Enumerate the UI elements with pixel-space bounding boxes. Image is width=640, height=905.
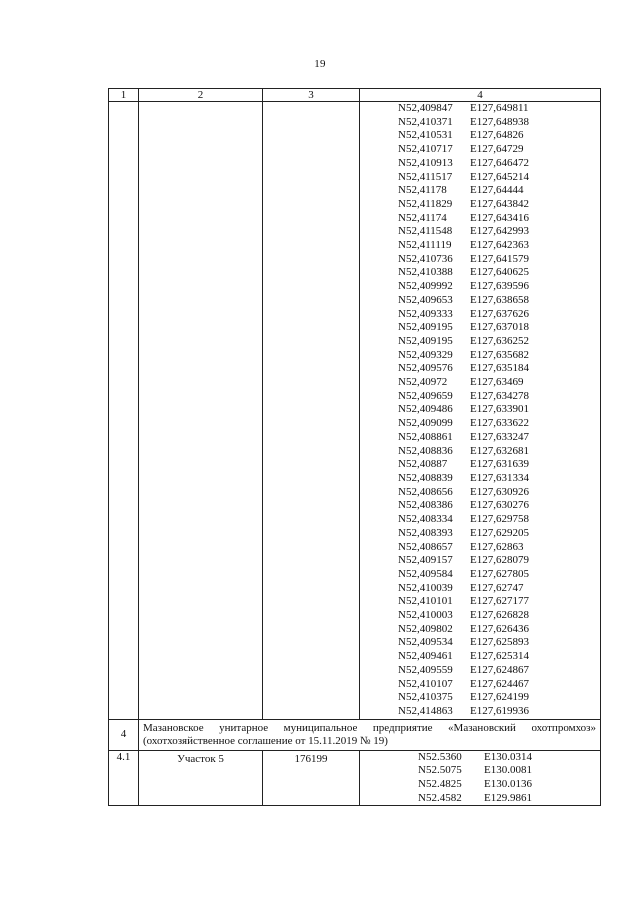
longitude-value: E127,648938 bbox=[470, 115, 529, 128]
coordinate-line bbox=[360, 792, 600, 806]
header-col-2: 2 bbox=[139, 89, 263, 102]
longitude-value: E127,64729 bbox=[470, 143, 524, 156]
longitude-value: E127,629205 bbox=[470, 526, 529, 539]
coordinate-line bbox=[360, 102, 600, 116]
org-row-number: 4 bbox=[109, 719, 139, 750]
longitude-value: E127,634278 bbox=[470, 389, 529, 402]
coordinate-line bbox=[360, 751, 600, 765]
coordinate-line bbox=[360, 280, 600, 294]
org-row bbox=[109, 719, 601, 750]
latitude-value: N52.5360 bbox=[418, 750, 462, 763]
latitude-value: N52,410388 bbox=[398, 266, 453, 279]
longitude-value: E127,624199 bbox=[470, 691, 529, 704]
coordinate-line bbox=[360, 335, 600, 349]
coordinate-line bbox=[360, 390, 600, 404]
page-number: 19 bbox=[314, 58, 326, 70]
longitude-value: E127,646472 bbox=[470, 156, 529, 169]
coordinate-line bbox=[360, 568, 600, 582]
coordinate-line bbox=[360, 417, 600, 431]
latitude-value: N52,409576 bbox=[398, 362, 453, 375]
longitude-value: E129.9861 bbox=[484, 791, 532, 804]
longitude-value: E130.0136 bbox=[484, 778, 532, 791]
coordinate-line bbox=[360, 171, 600, 185]
longitude-value: E127,619936 bbox=[470, 704, 529, 717]
longitude-value: E127,649811 bbox=[470, 102, 529, 114]
latitude-value: N52,409099 bbox=[398, 417, 453, 430]
latitude-value: N52,409847 bbox=[398, 102, 453, 114]
longitude-value: E127,627177 bbox=[470, 595, 529, 608]
latitude-value: N52,409333 bbox=[398, 307, 453, 320]
coordinate-line bbox=[360, 431, 600, 445]
header-col-4: 4 bbox=[360, 89, 601, 102]
longitude-value: E127,645214 bbox=[470, 170, 529, 183]
longitude-value: E127,625314 bbox=[470, 650, 529, 663]
latitude-value: N52,409195 bbox=[398, 334, 453, 347]
coordinate-line bbox=[360, 157, 600, 171]
coordinate-line bbox=[360, 554, 600, 568]
longitude-value: E127,64444 bbox=[470, 184, 524, 197]
longitude-value: E127,626828 bbox=[470, 609, 529, 622]
longitude-value: E127,643416 bbox=[470, 211, 529, 224]
longitude-value: E127,639596 bbox=[470, 280, 529, 293]
latitude-value: N52,414863 bbox=[398, 704, 453, 717]
coordinate-line bbox=[360, 486, 600, 500]
longitude-value: E127,641579 bbox=[470, 252, 529, 265]
latitude-value: N52,409559 bbox=[398, 663, 453, 676]
longitude-value: E127,638658 bbox=[470, 293, 529, 306]
longitude-value: E127,630926 bbox=[470, 485, 529, 498]
longitude-value: E127,624467 bbox=[470, 677, 529, 690]
longitude-value: E127,637018 bbox=[470, 321, 529, 334]
longitude-value: E127,633901 bbox=[470, 403, 529, 416]
longitude-value: E127,636252 bbox=[470, 334, 529, 347]
longitude-value: E127,635184 bbox=[470, 362, 529, 375]
continuation-cell-1 bbox=[109, 102, 139, 720]
continuation-cell-3 bbox=[263, 102, 360, 720]
latitude-value: N52,408861 bbox=[398, 430, 453, 443]
latitude-value: N52,410913 bbox=[398, 156, 453, 169]
latitude-value: N52,408657 bbox=[398, 540, 453, 553]
longitude-value: E127,628079 bbox=[470, 554, 529, 567]
latitude-value: N52,408393 bbox=[398, 526, 453, 539]
coordinate-line bbox=[360, 513, 600, 527]
latitude-value: N52,409659 bbox=[398, 389, 453, 402]
longitude-value: E127,624867 bbox=[470, 663, 529, 676]
latitude-value: N52,410717 bbox=[398, 143, 453, 156]
longitude-value: E127,629758 bbox=[470, 513, 529, 526]
coordinate-line bbox=[360, 349, 600, 363]
sub-row-area-name: Участок 5 bbox=[139, 750, 263, 806]
longitude-value: E127,63469 bbox=[470, 376, 524, 389]
latitude-value: N52,410039 bbox=[398, 581, 453, 594]
longitude-value: E130.0314 bbox=[484, 750, 532, 763]
coordinate-line bbox=[360, 212, 600, 226]
longitude-value: E127,630276 bbox=[470, 499, 529, 512]
coordinate-line bbox=[360, 541, 600, 555]
coordinate-line bbox=[360, 184, 600, 198]
coordinate-line bbox=[360, 266, 600, 280]
latitude-value: N52,409157 bbox=[398, 554, 453, 567]
longitude-value: E127,632681 bbox=[470, 444, 529, 457]
latitude-value: N52,410375 bbox=[398, 691, 453, 704]
latitude-value: N52.4825 bbox=[418, 778, 462, 791]
longitude-value: E127,633622 bbox=[470, 417, 529, 430]
sub-row bbox=[109, 750, 601, 806]
coordinate-line bbox=[360, 636, 600, 650]
latitude-value: N52,410736 bbox=[398, 252, 453, 265]
org-row-text: Мазановское унитарное муниципальное предприятие «Мазановский охотпромхоз» (охотхозяйственное соглашение от 15.11.2019 № 19) bbox=[139, 719, 601, 750]
coordinate-line bbox=[360, 225, 600, 239]
coordinate-line bbox=[360, 472, 600, 486]
longitude-value: E127,643842 bbox=[470, 197, 529, 210]
coordinate-line bbox=[360, 764, 600, 778]
latitude-value: N52,410101 bbox=[398, 595, 453, 608]
latitude-value: N52,409329 bbox=[398, 348, 453, 361]
latitude-value: N52,41178 bbox=[398, 184, 447, 197]
coordinate-line bbox=[360, 143, 600, 157]
continuation-row bbox=[109, 102, 601, 720]
coordinate-line bbox=[360, 527, 600, 541]
coordinates-table bbox=[108, 88, 601, 806]
latitude-value: N52,409584 bbox=[398, 567, 453, 580]
latitude-value: N52,409195 bbox=[398, 321, 453, 334]
coordinate-line bbox=[360, 321, 600, 335]
latitude-value: N52.4582 bbox=[418, 791, 462, 804]
sub-row-area-size: 176199 bbox=[263, 750, 360, 806]
latitude-value: N52,411829 bbox=[398, 197, 453, 210]
latitude-value: N52,408656 bbox=[398, 485, 453, 498]
coordinate-line bbox=[360, 403, 600, 417]
latitude-value: N52,410003 bbox=[398, 609, 453, 622]
latitude-value: N52,410107 bbox=[398, 677, 453, 690]
coordinate-line bbox=[360, 778, 600, 792]
coordinate-line bbox=[360, 308, 600, 322]
coordinate-line bbox=[360, 595, 600, 609]
latitude-value: N52.5075 bbox=[418, 764, 462, 777]
header-col-1: 1 bbox=[109, 89, 139, 102]
longitude-value: E127,633247 bbox=[470, 430, 529, 443]
coordinate-line bbox=[360, 376, 600, 390]
coordinate-line bbox=[360, 116, 600, 130]
latitude-value: N52,411517 bbox=[398, 170, 453, 183]
latitude-value: N52,409461 bbox=[398, 650, 453, 663]
coordinate-line bbox=[360, 362, 600, 376]
longitude-value: E127,642363 bbox=[470, 239, 529, 252]
sub-row-coordinates bbox=[360, 750, 601, 806]
sub-row-number: 4.1 bbox=[109, 750, 139, 806]
coordinate-line bbox=[360, 609, 600, 623]
coordinate-line bbox=[360, 691, 600, 705]
header-col-3: 3 bbox=[263, 89, 360, 102]
longitude-value: E127,625893 bbox=[470, 636, 529, 649]
latitude-value: N52,410371 bbox=[398, 115, 453, 128]
latitude-value: N52,410531 bbox=[398, 129, 453, 142]
longitude-value: E127,637626 bbox=[470, 307, 529, 320]
latitude-value: N52,40972 bbox=[398, 376, 448, 389]
longitude-value: E127,635682 bbox=[470, 348, 529, 361]
coordinate-line bbox=[360, 678, 600, 692]
coordinate-line bbox=[360, 650, 600, 664]
latitude-value: N52,409534 bbox=[398, 636, 453, 649]
table-header-row bbox=[109, 89, 601, 102]
coordinate-line bbox=[360, 198, 600, 212]
latitude-value: N52,411119 bbox=[398, 239, 452, 252]
latitude-value: N52,411548 bbox=[398, 225, 453, 238]
coordinate-line bbox=[360, 664, 600, 678]
longitude-value: E127,62747 bbox=[470, 581, 524, 594]
coordinate-line bbox=[360, 445, 600, 459]
longitude-value: E127,627805 bbox=[470, 567, 529, 580]
coordinate-line bbox=[360, 458, 600, 472]
coordinate-line bbox=[360, 582, 600, 596]
continuation-coordinates bbox=[360, 102, 601, 720]
latitude-value: N52,408334 bbox=[398, 513, 453, 526]
longitude-value: E127,64826 bbox=[470, 129, 524, 142]
longitude-value: E127,640625 bbox=[470, 266, 529, 279]
latitude-value: N52,408836 bbox=[398, 444, 453, 457]
coordinate-line bbox=[360, 129, 600, 143]
latitude-value: N52,40887 bbox=[398, 458, 448, 471]
coordinate-line bbox=[360, 623, 600, 637]
longitude-value: E127,631334 bbox=[470, 471, 529, 484]
coordinate-line bbox=[360, 705, 600, 719]
latitude-value: N52,409802 bbox=[398, 622, 453, 635]
latitude-value: N52,409653 bbox=[398, 293, 453, 306]
latitude-value: N52,409486 bbox=[398, 403, 453, 416]
longitude-value: E127,642993 bbox=[470, 225, 529, 238]
coordinate-line bbox=[360, 253, 600, 267]
coordinate-line bbox=[360, 499, 600, 513]
longitude-value: E130.0081 bbox=[484, 764, 532, 777]
latitude-value: N52,408839 bbox=[398, 471, 453, 484]
coordinate-line bbox=[360, 294, 600, 308]
coordinate-line bbox=[360, 239, 600, 253]
latitude-value: N52,408386 bbox=[398, 499, 453, 512]
continuation-cell-2 bbox=[139, 102, 263, 720]
longitude-value: E127,626436 bbox=[470, 622, 529, 635]
longitude-value: E127,631639 bbox=[470, 458, 529, 471]
longitude-value: E127,62863 bbox=[470, 540, 524, 553]
latitude-value: N52,41174 bbox=[398, 211, 447, 224]
latitude-value: N52,409992 bbox=[398, 280, 453, 293]
